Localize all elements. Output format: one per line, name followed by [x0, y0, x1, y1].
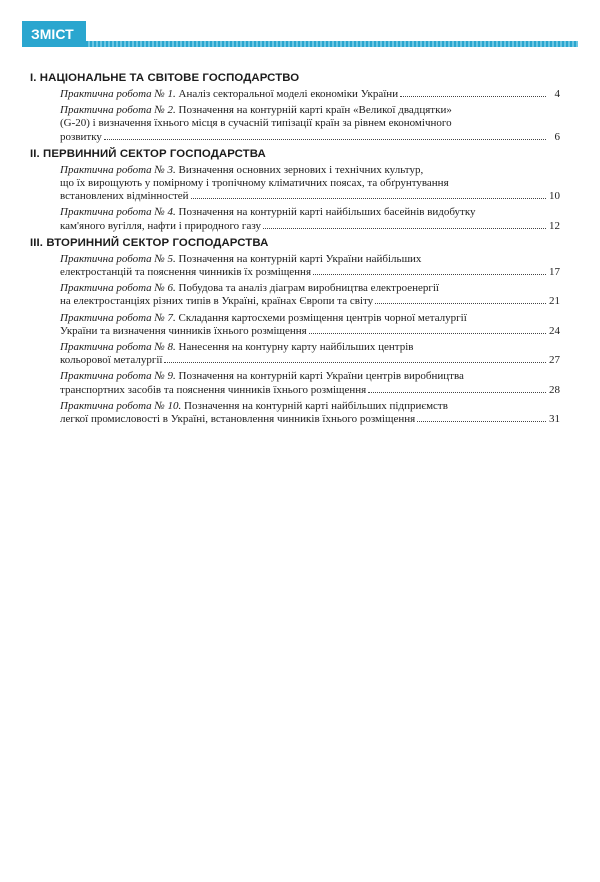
toc-entry[interactable]	[30, 164, 560, 204]
entry-line	[60, 282, 560, 295]
contents-title: ЗМІСТ	[22, 21, 86, 47]
dot-leader	[375, 303, 546, 304]
entry-text: кам'яного вугілля, нафти і природного газу	[60, 219, 261, 232]
entry-line	[60, 253, 560, 266]
entry-number: Практична робота № 3.	[60, 163, 176, 176]
entry-number: Практична робота № 6.	[60, 282, 176, 295]
header-rule	[86, 41, 578, 47]
toc-entry[interactable]	[30, 282, 560, 308]
contents-header	[22, 21, 578, 47]
entry-last-line	[60, 384, 560, 397]
entry-last-line	[60, 266, 560, 279]
toc-section	[30, 236, 560, 426]
toc-entry[interactable]	[30, 312, 560, 338]
entry-number: Практична робота № 5.	[60, 252, 176, 265]
entry-text: на електростанціях різних типів в Україні, країнах Європи та світу	[60, 295, 374, 308]
toc-entry[interactable]	[30, 104, 560, 144]
entry-text: Аналіз секторальної моделі економіки України	[178, 88, 399, 100]
page-number: 12	[549, 219, 560, 232]
page-number: 6	[554, 130, 560, 143]
entry-number: Практична робота № 10.	[60, 399, 182, 412]
entry-text: Нанесення на контурну карту найбільших центрів	[178, 341, 414, 354]
entry-last-line	[60, 354, 560, 367]
entry-line	[60, 341, 560, 354]
entry-last-line	[60, 413, 560, 426]
entry-number: Практична робота № 2.	[60, 104, 176, 117]
page-number: 28	[549, 383, 560, 396]
toc-section	[30, 147, 560, 233]
section-title: І. НАЦІОНАЛЬНЕ ТА СВІТОВЕ ГОСПОДАРСТВО	[30, 72, 300, 84]
dot-leader	[368, 392, 546, 393]
entry-line: що їх вирощують у помірному і тропічному кліматичних поясах, та обґрунтування	[60, 177, 449, 190]
page-number: 27	[549, 354, 560, 367]
page-number: 17	[549, 266, 560, 279]
entry-line	[60, 370, 560, 383]
entry-text: Побудова та аналіз діаграм виробництва електроенергії	[178, 282, 439, 295]
dot-leader	[191, 198, 546, 199]
entry-text: Позначення на контурній карті країн «Великої двадцятки»	[178, 104, 452, 117]
page-number: 10	[549, 190, 560, 203]
toc-entry[interactable]	[30, 370, 560, 396]
entry-text: Позначення на контурній карті України центрів виробництва	[178, 370, 464, 383]
dot-leader	[164, 362, 546, 363]
entry-text: транспортних засобів та пояснення чинників їхнього розміщення	[60, 383, 367, 396]
entry-text: розвитку	[60, 130, 102, 143]
section-title: ІІІ. ВТОРИННИЙ СЕКТОР ГОСПОДАРСТВА	[30, 236, 269, 249]
entry-line: (G-20) і визначення їхнього місця в сучасній типізації країн за рівнем економічного	[60, 117, 452, 130]
entry-line	[60, 164, 560, 177]
dot-leader	[313, 274, 546, 275]
dot-leader	[104, 139, 546, 140]
page-number: 4	[554, 88, 560, 100]
page-number: 31	[549, 413, 560, 426]
entry-text: Позначення на контурній карті найбільших басейнів видобутку	[178, 206, 476, 219]
entry-text: легкої промисловості в Україні, встановлення чинників їхнього розміщення	[60, 413, 416, 426]
entry-line	[60, 104, 560, 117]
toc-entry[interactable]	[30, 400, 560, 426]
entry-last-line	[60, 325, 560, 338]
entry-last-line	[60, 190, 560, 203]
section-title: ІІ. ПЕРВИННИЙ СЕКТОР ГОСПОДАРСТВА	[30, 147, 266, 160]
dot-leader	[400, 96, 546, 97]
entry-number: Практична робота № 1.	[60, 88, 176, 100]
entry-line	[60, 206, 560, 219]
toc-entry[interactable]	[30, 341, 560, 367]
entry-number: Практична робота № 7.	[60, 311, 176, 324]
toc-entry[interactable]	[30, 88, 560, 101]
table-of-contents	[30, 71, 560, 429]
entry-line	[60, 400, 560, 413]
entry-text: встановлених відмінностей	[60, 190, 189, 203]
dot-leader	[263, 228, 546, 229]
entry-last-line	[60, 295, 560, 308]
entry-text: України та визначення чинників їхнього розміщення	[60, 324, 307, 337]
entry-number: Практична робота № 8.	[60, 341, 176, 354]
entry-last-line	[60, 88, 560, 101]
toc-section	[30, 71, 560, 144]
entry-text: Визначення основних зернових і технічних культур,	[178, 163, 424, 176]
entry-text: Складання картосхеми розміщення центрів чорної металургії	[178, 311, 467, 324]
entry-number: Практична робота № 4.	[60, 206, 176, 219]
entry-text: електростанцій та пояснення чинників їх розміщення	[60, 266, 312, 279]
dot-leader	[309, 333, 546, 334]
page-number: 24	[549, 324, 560, 337]
toc-entry[interactable]	[30, 253, 560, 279]
entry-line	[60, 312, 560, 325]
dot-leader	[417, 421, 546, 422]
page-number: 21	[549, 295, 560, 308]
entry-number: Практична робота № 9.	[60, 370, 176, 383]
entry-last-line	[60, 131, 560, 144]
entry-last-line	[60, 220, 560, 233]
entry-text: кольорової металургії	[60, 354, 163, 367]
entry-text: Позначення на контурній карті України найбільших	[178, 252, 422, 265]
toc-entry[interactable]	[30, 206, 560, 232]
entry-text: Позначення на контурній карті найбільших підприємств	[184, 399, 448, 412]
